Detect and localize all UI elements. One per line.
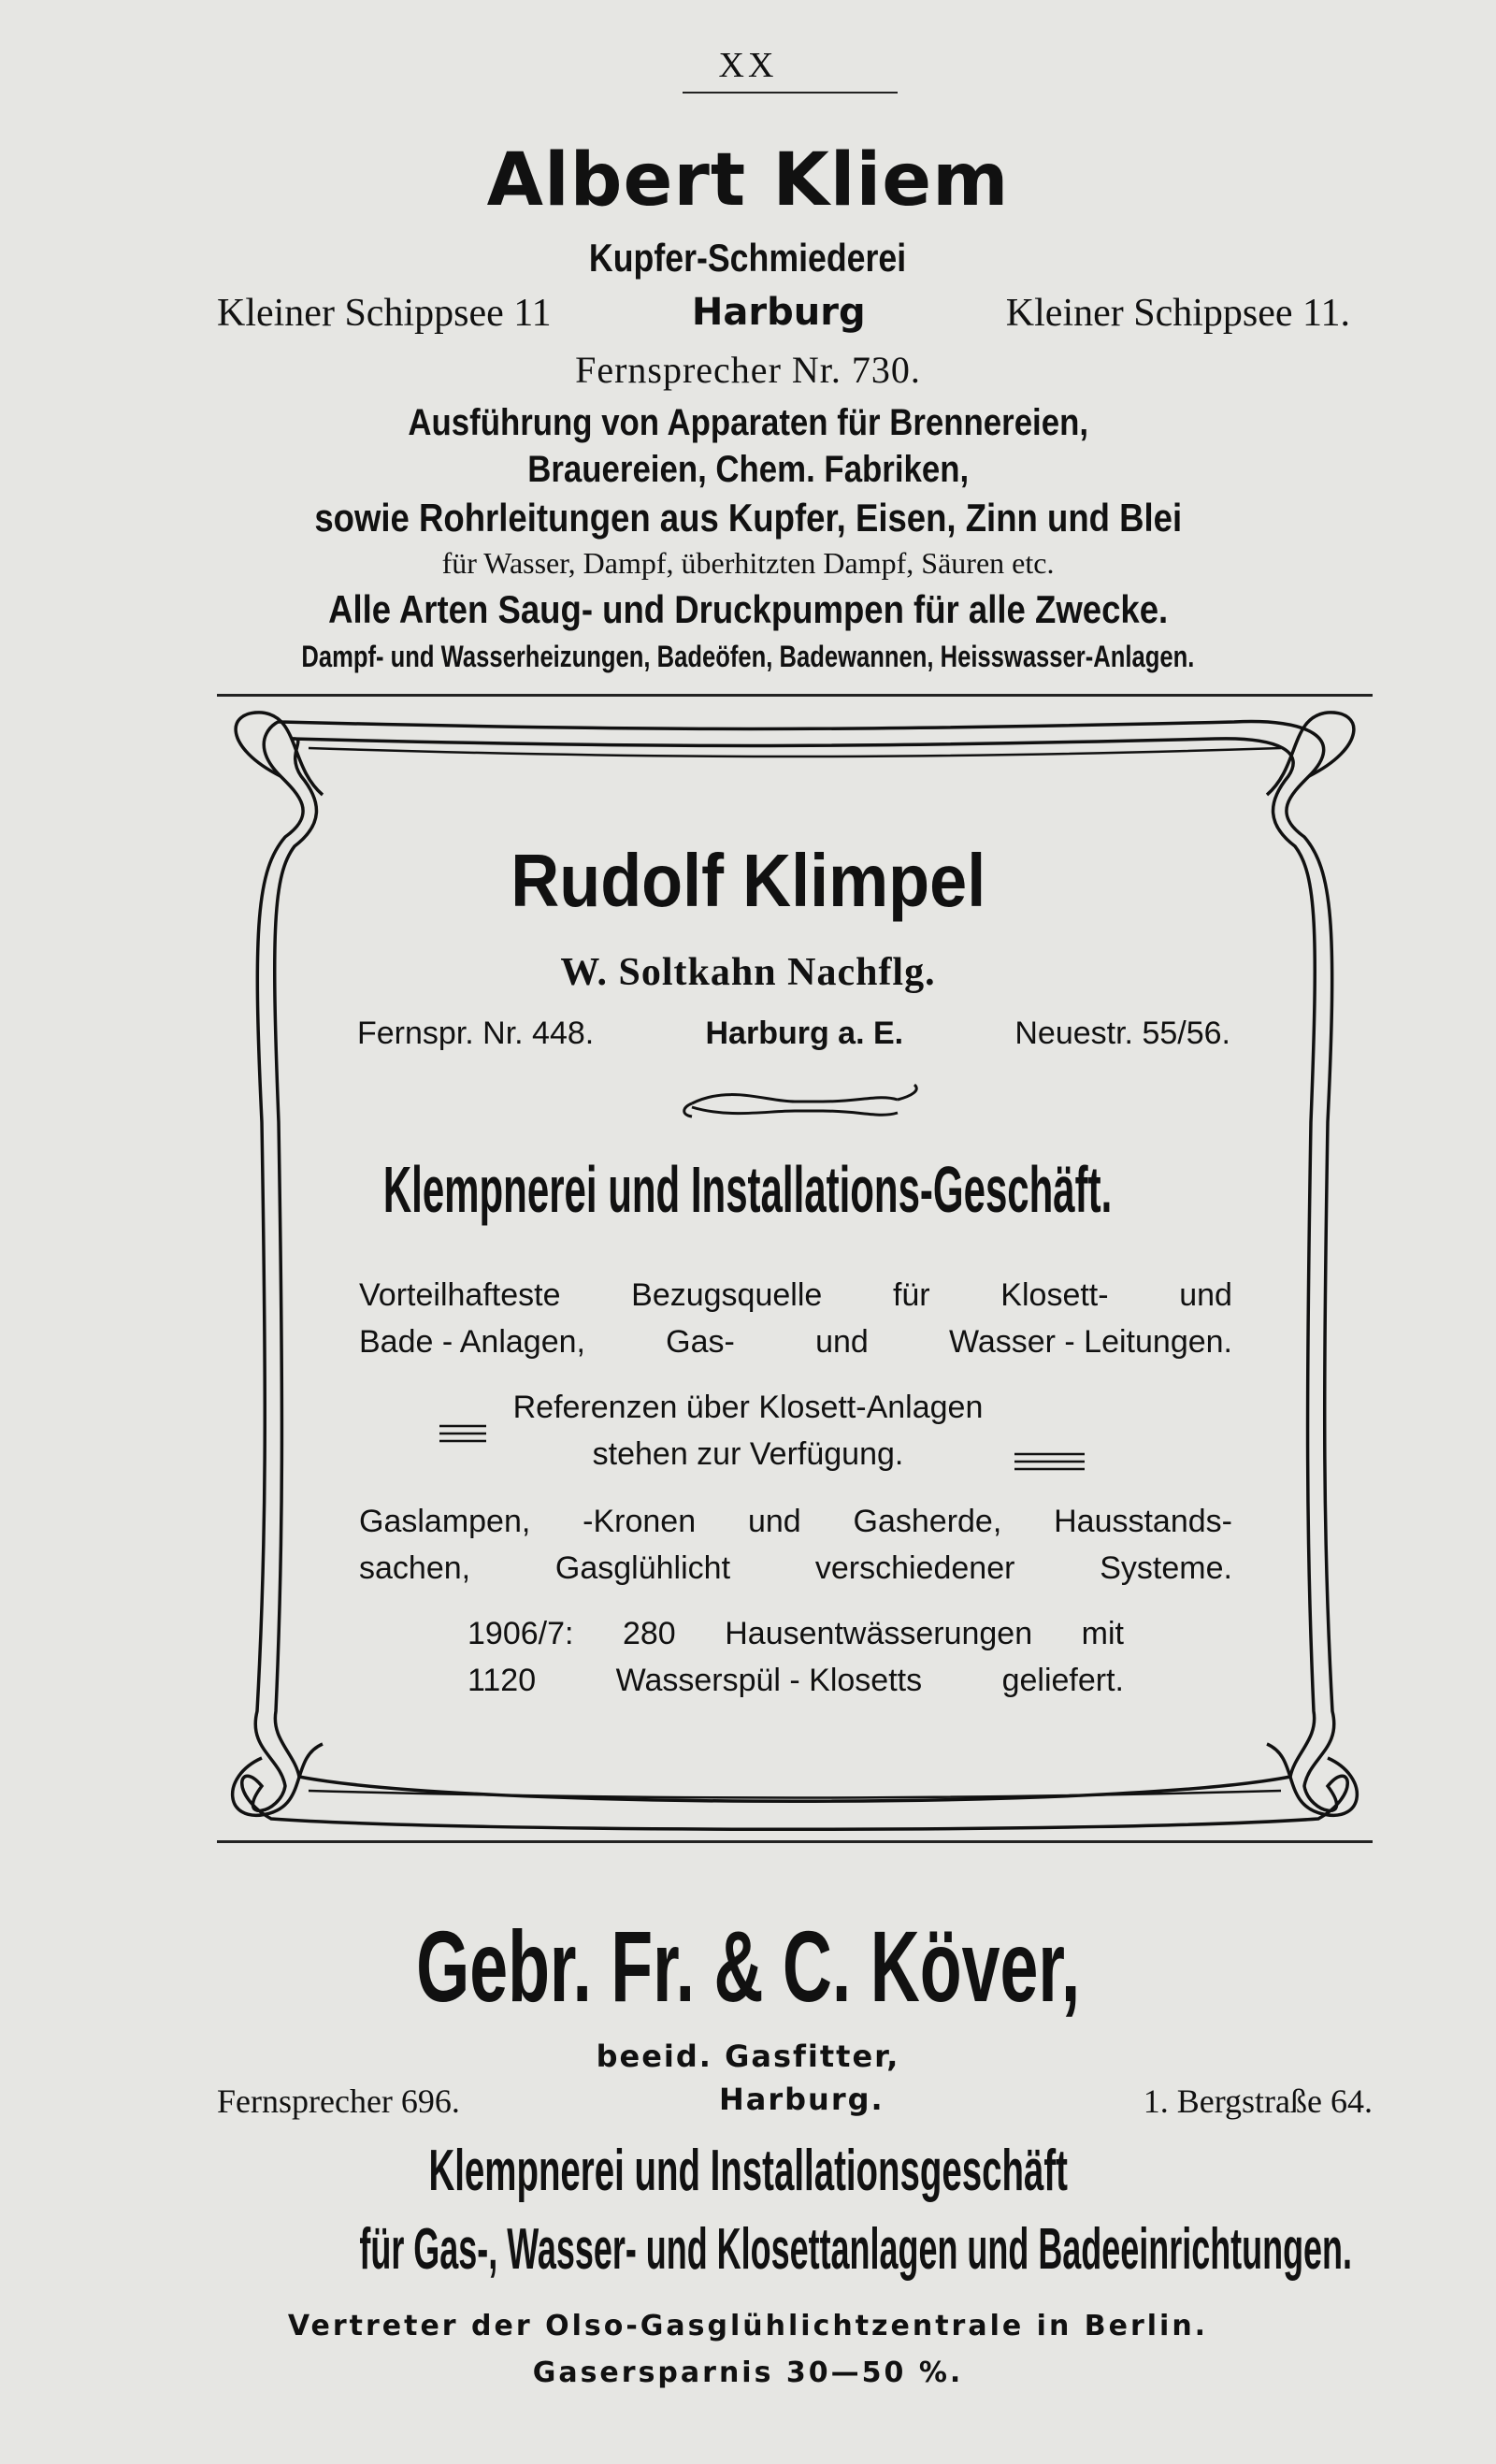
word: -Kronen — [583, 1504, 697, 1539]
word: Gasherde, — [853, 1504, 1002, 1539]
ad2-para2-line1: Referenzen über Klosett-Anlagen — [512, 1390, 984, 1425]
ad1-line3: sowie Rohrleitungen aus Kupfer, Eisen, Zinn und Blei — [314, 496, 1182, 540]
ad3-business: Klempnerei und Installationsgeschäft — [428, 2139, 1068, 2203]
ad1-line5: Alle Arten Saug- und Druckpumpen für alle Zwecke. — [327, 587, 1169, 631]
ad2-successor: W. Soltkahn Nachflg. — [560, 951, 936, 994]
ad1-line6: Dampf- und Wasserheizungen, Badeöfen, Badewannen, Heisswasser-Anlagen. — [301, 640, 1195, 673]
ad3-address-row — [217, 2082, 1373, 2121]
ad2-para1-line2 — [359, 1324, 1232, 1361]
ad2-phone: Fernspr. Nr. 448. — [357, 1016, 595, 1051]
word: 280 — [622, 1616, 676, 1651]
ad3-phone: Fernsprecher 696. — [217, 2082, 460, 2120]
ad3-address: 1. Bergstraße 64. — [1143, 2082, 1373, 2120]
ad1-address-right: Kleiner Schippsee 11. — [1005, 292, 1350, 335]
ad2-para3-line1 — [359, 1504, 1232, 1540]
word: Bezugsquelle — [631, 1277, 823, 1313]
word: Klosett- — [1000, 1277, 1109, 1313]
word: und — [815, 1324, 869, 1360]
divider-2 — [217, 1840, 1373, 1843]
word: Hausstands- — [1054, 1504, 1232, 1539]
word: Gasglühlicht — [554, 1550, 731, 1586]
word: Vorteilhafteste — [359, 1277, 561, 1313]
word: 1906/7: — [468, 1616, 574, 1651]
ad3-representative: Vertreter der Olso-Gasglühlichtzentrale in Berlin. — [287, 2310, 1209, 2342]
word: und — [1179, 1277, 1232, 1313]
word: Wasser - Leitungen. — [949, 1324, 1232, 1360]
word: und — [747, 1504, 801, 1539]
ad1-line1: Ausführung von Apparaten für Brennereien, — [408, 402, 1088, 443]
ad3-role: beeid. Gasfitter, — [596, 2039, 900, 2074]
ad2-para3-line2 — [359, 1550, 1232, 1587]
ad2-address-row — [357, 1016, 1230, 1052]
ad2-company-name: Rudolf Klimpel — [511, 839, 985, 922]
ad1-line2: Brauereien, Chem. Fabriken, — [527, 449, 969, 490]
ad2-para4-line1 — [468, 1616, 1124, 1652]
word: verschiedener — [814, 1550, 1015, 1586]
ad1-line4: für Wasser, Dampf, überhitzten Dampf, Säuren etc. — [441, 546, 1055, 580]
word: Bade - Anlagen, — [359, 1324, 585, 1360]
ad1-phone: Fernsprecher Nr. 730. — [575, 349, 921, 391]
page-number: XX — [718, 46, 778, 85]
word: für — [892, 1277, 930, 1313]
ad2-address: Neuestr. 55/56. — [1014, 1016, 1230, 1051]
ad1-city: Harburg — [691, 291, 866, 334]
ad2-business: Klempnerei und Installations-Geschäft. — [383, 1153, 1113, 1226]
ad3-city: Harburg. — [718, 2082, 885, 2117]
ad2-para2-line2: stehen zur Verfügung. — [592, 1436, 904, 1472]
word: Gaslampen, — [359, 1504, 531, 1539]
ad1-trade: Kupfer-Schmiederei — [589, 236, 907, 280]
word: Wasserspül - Klosetts — [615, 1663, 923, 1698]
ad3-savings: Gasersparnis 30—50 %. — [532, 2356, 964, 2389]
word: Gas- — [666, 1324, 735, 1360]
ad1-address-left: Kleiner Schippsee 11 — [217, 292, 552, 335]
ad2-city: Harburg a. E. — [705, 1016, 904, 1051]
ad3-scope: für Gas-, Wasser- und Klosettanlagen und Badeeinrichtungen. — [359, 2217, 1352, 2282]
word: Systeme. — [1100, 1550, 1232, 1586]
word: geliefert. — [1001, 1663, 1124, 1698]
ad2-para4-line2 — [468, 1663, 1124, 1699]
ad1-company-name: Albert Kliem — [486, 138, 1010, 223]
ad2-para1-line1 — [359, 1277, 1232, 1314]
word: Hausentwässerungen — [725, 1616, 1033, 1651]
ad3-company-name: Gebr. Fr. & C. Köver, — [415, 1909, 1081, 2023]
word: mit — [1081, 1616, 1124, 1651]
word: 1120 — [468, 1663, 537, 1698]
word: sachen, — [359, 1550, 471, 1586]
